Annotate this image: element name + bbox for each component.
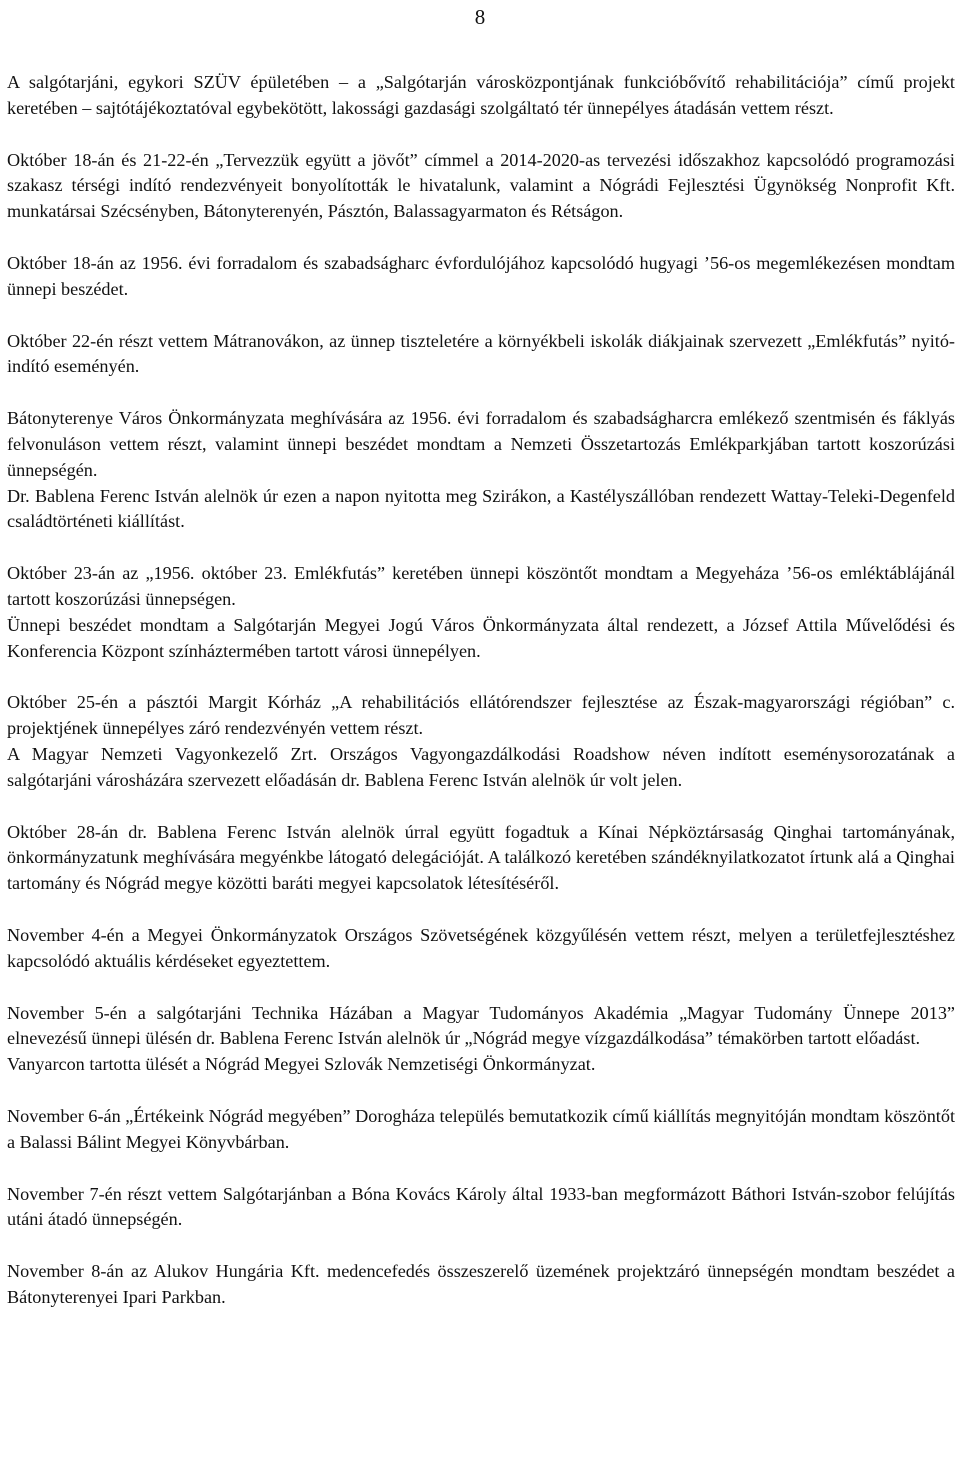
paragraph: Október 25-én a pásztói Margit Kórház „A rehabilitációs ellátórendszer fejlesztése az Észak-magyarországi régióban” c. projektjének ünnepélyes záró rendezvényén vettem részt. (7, 692, 955, 739)
paragraph: November 6-án „Értékeink Nógrád megyében” Dorogháza település bemutatkozik című kiállítás megnyitóján mondtam köszöntőt a Balassi Bálint Megyei Könyvbárban. (7, 1105, 955, 1152)
paragraph: November 8-án az Alukov Hungária Kft. medencefedés összeszerelő üzemének projektzáró ünnepségén mondtam beszédet a Bátonyterenyei Ipari Parkban. (7, 1261, 955, 1307)
page-number: 8 (474, 5, 486, 29)
paragraph: Október 23-án az „1956. október 23. Emlékfutás” keretében ünnepi köszöntőt mondtam a Megyeháza ’56-os emléktáblájánál tartott koszorúzási ünnepségen. (7, 563, 955, 609)
paragraph: Bátonyterenye Város Önkormányzata meghívására az 1956. évi forradalom és szabadságharcra emlékező szentmisén és fáklyás felvonuláson vettem részt, valamint ünnepi beszédet mondtam a Nemzeti Összetartozás Emlékparkjában tartott koszorúzási ünnepségén. (7, 408, 955, 480)
paragraph: November 5-én a salgótarjáni Technika Házában a Magyar Tudományos Akadémia „Magyar Tudomány Ünnepe 2013” elnevezésű ünnepi ülésén dr. Bablena Ferenc István alelnök úr „Nógrád megye vízgazdálkodása” témakörben tartott előadást. (7, 1002, 955, 1049)
paragraph: November 7-én részt vettem Salgótarjánban a Bóna Kovács Károly által 1933-ban megformázott Báthori István-szobor felújítás utáni átadó ünnepségén. (7, 1183, 955, 1230)
paragraph: Vanyarcon tartotta ülését a Nógrád Megyei Szlovák Nemzetiségi Önkormányzat. (7, 1054, 596, 1075)
document-body (7, 70, 955, 1311)
paragraph: Október 18-án az 1956. évi forradalom és szabadságharc évfordulójához kapcsolódó hugyagi ’56-os megemlékezésen mondtam ünnepi beszédet. (7, 252, 955, 299)
paragraph: November 4-én a Megyei Önkormányzatok Országos Szövetségének közgyűlésén vettem részt, melyen a területfejlesztéshez kapcsolódó aktuális kérdéseket egyeztettem. (7, 924, 955, 971)
paragraph: Dr. Bablena Ferenc István alelnök úr ezen a napon nyitotta meg Szirákon, a Kastélyszállóban rendezett Wattay-Teleki-Degenfeld családtörténeti kiállítást. (7, 485, 955, 532)
paragraph: A salgótarjáni, egykori SZÜV épületében – a „Salgótarján városközpontjának funkcióbővítő rehabilitációja” című projekt keretében – sajtótájékoztatóval egybekötött, lakossági gazdasági szolgáltató tér ünnepélyes átadásán vettem részt. (7, 72, 955, 118)
paragraph: Október 18-án és 21-22-én „Tervezzük együtt a jövőt” címmel a 2014-2020-as tervezési időszakhoz kapcsolódó programozási szakasz térségi indító rendezvényeit bonyolították le hivatalunk, valamint a Nógrádi Fejlesztési Ügynökség Nonprofit Kft. munkatársai Szécsényben, Bátonyterenyén, Pásztón, Balassagyarmaton és Rétságon. (7, 149, 955, 222)
paragraph: A Magyar Nemzeti Vagyonkezelő Zrt. Országos Vagyongazdálkodási Roadshow néven indított eseménysorozatának a salgótarjáni városházára szervezett előadásán dr. Bablena Ferenc István alelnök úr volt jelen. (7, 743, 955, 790)
paragraph: Ünnepi beszédet mondtam a Salgótarján Megyei Jogú Város Önkormányzata által rendezett, a József Attila Művelődési és Konferencia Központ színháztermében tartott városi ünnepélyen. (7, 614, 955, 661)
paragraph: Október 28-án dr. Bablena Ferenc István alelnök úrral együtt fogadtuk a Kínai Népköztársaság Qinghai tartományának, önkormányzatunk meghívására megyénkbe látogató delegációját. A találkozó keretében szándéknyilatkozatot írtunk alá a Qinghai tartomány és Nógrád megye közötti baráti megyei kapcsolatok létesítéséről. (7, 821, 955, 894)
paragraph: Október 22-én részt vettem Mátranovákon, az ünnep tiszteletére a környékbeli iskolák diákjainak szervezett „Emlékfutás” nyitó-indító eseményén. (7, 330, 955, 377)
